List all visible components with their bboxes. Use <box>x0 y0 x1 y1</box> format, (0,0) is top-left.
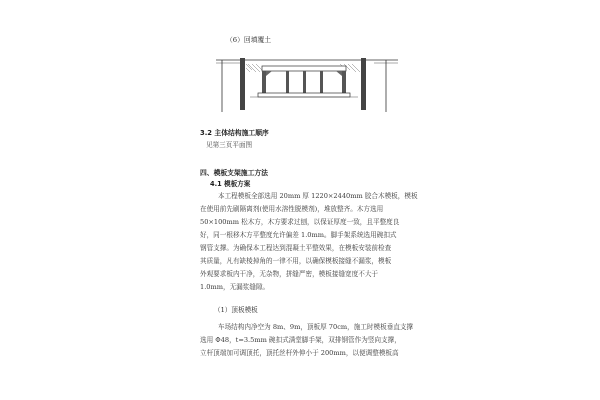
roof-slab <box>262 66 346 71</box>
right-pile <box>361 58 366 110</box>
item-1-line: 选用 Φ48，t=3.5mm 碗扣式满堂脚手架，双排钢管作为竖向支撑， <box>200 336 401 344</box>
paragraph-line: 外观要求板内干净，无杂物，拼缝严密，模板接缝宽度不大于 <box>200 270 379 278</box>
item-1-title: （1）顶板模板 <box>214 306 258 314</box>
paragraph-line: 50×100mm 松木方，木方要求过刨，以保证厚度一致，且平整度良 <box>200 218 400 226</box>
paragraph-line: 其质量，凡有缺棱掉角的一律不用，以确保模板接缝不漏浆，模板 <box>200 257 392 265</box>
paragraph-line: 钢管支撑。为确保本工程达到混凝土平整效果，在模板安装前检查 <box>200 244 392 252</box>
left-wall <box>262 71 266 93</box>
column-3 <box>320 71 323 93</box>
paragraph-line: 好，同一根移木方平整度允许偏差 1.0mm。脚手架系统选用碗扣式 <box>200 231 397 239</box>
paragraph-line: 本工程模板全部选用 20mm 厚 1220×2440mm 胶合木模板，模板 <box>218 192 418 200</box>
item-1-line: 车场结构内净空为 8m、9m，顶板厚 70cm，施工时模板垂直支撑 <box>218 323 414 331</box>
left-pile <box>240 58 245 110</box>
left-backfill-hatch <box>246 64 262 72</box>
section-4-1-heading: 4.1 模板方案 <box>210 180 251 188</box>
backfill-caption: （6）回填覆土 <box>226 36 272 44</box>
section-4-heading: 四、模板支架施工方法 <box>200 169 268 177</box>
right-wall <box>342 71 346 93</box>
paragraph-line: 在使用前先刷隔离剂(使用水溶性脱模剂)，堆放整齐。木方选用 <box>200 205 384 213</box>
section-3-2-heading: 3.2 主体结构施工顺序 <box>200 129 269 137</box>
paragraph-line: 1.0mm，无漏浆缝隙。 <box>200 283 270 291</box>
section-3-2-note: 见第三页平面图 <box>206 141 253 149</box>
base-slab <box>258 93 350 97</box>
column-1 <box>286 71 289 93</box>
column-2 <box>303 71 306 93</box>
item-1-line: 立杆顶端加可调顶托，顶托丝杆外伸小于 200mm，以便调整模板高 <box>200 349 399 357</box>
